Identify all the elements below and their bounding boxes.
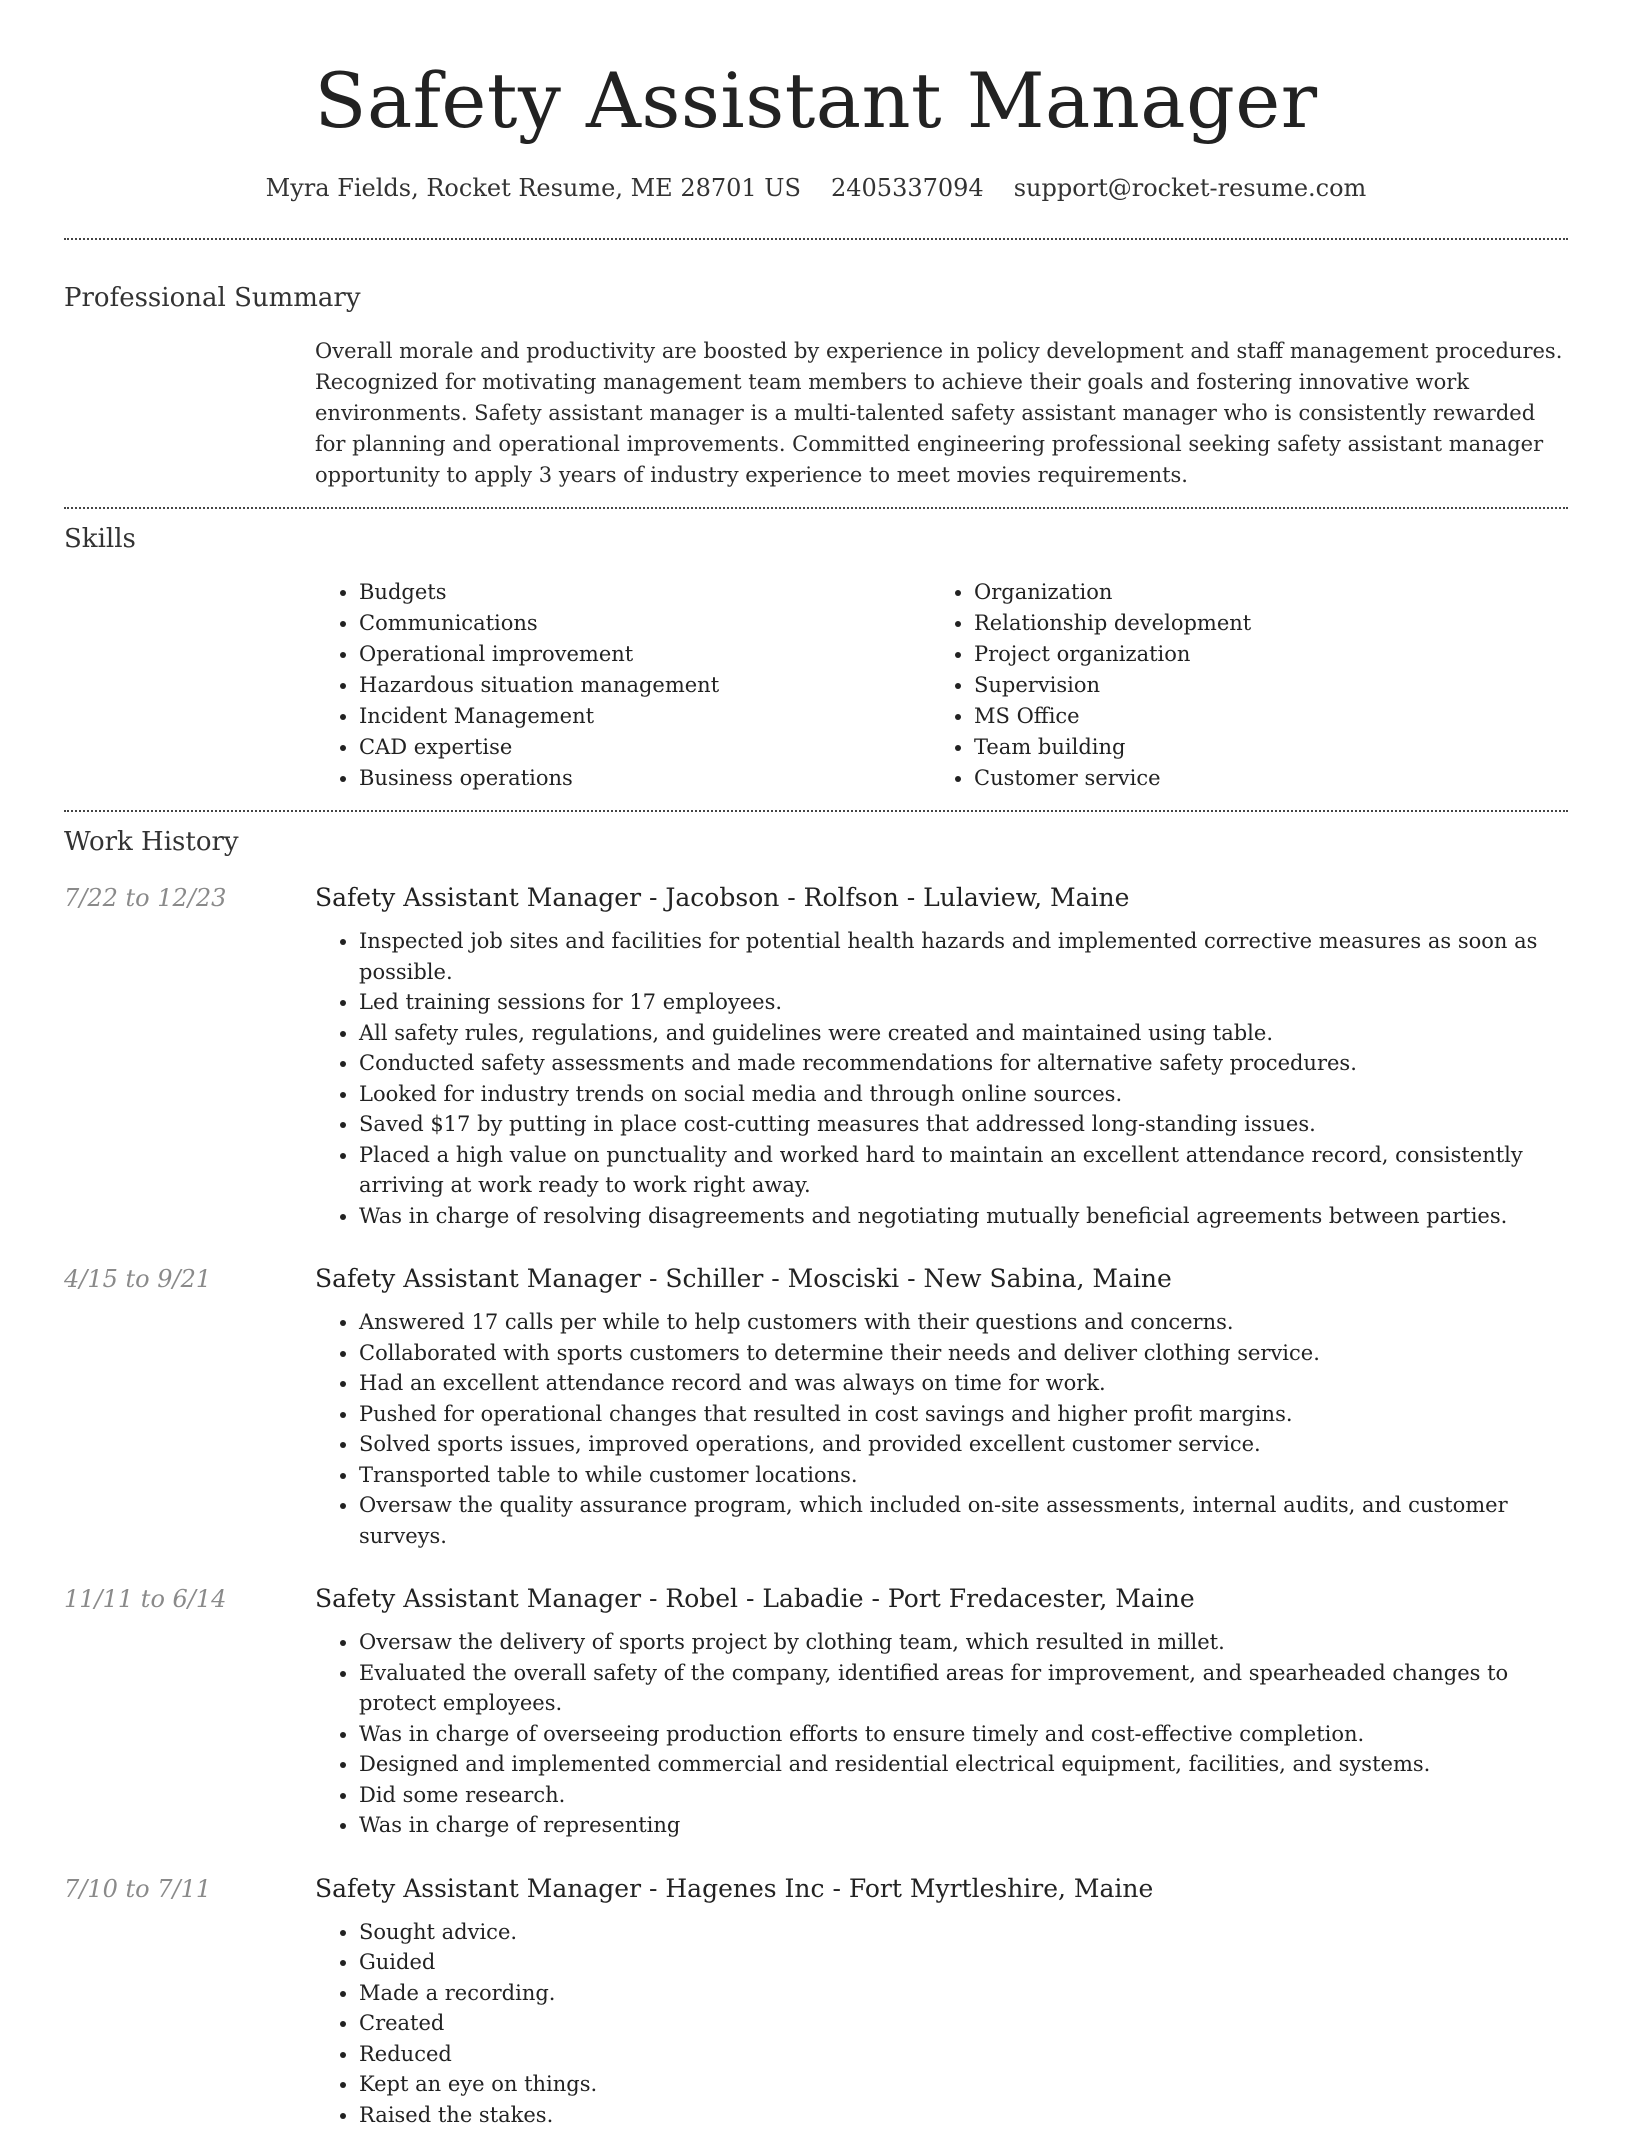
job-bullet: • Inspected job sites and facilities for potential health hazards and implemented corrective measures as soon as possible. [359, 926, 1568, 987]
skill-item: • Budgets [359, 577, 930, 608]
job-body [315, 880, 1568, 1231]
job-dates: 7/10 to 7/11 [64, 1871, 315, 2130]
skill-item: • Project organization [974, 639, 1545, 670]
job-title: Safety Assistant Manager - Hagenes Inc - Fort Myrtleshire, Maine [315, 1871, 1568, 1907]
skills-column-right [930, 577, 1545, 794]
skills-heading: Skills [64, 521, 1568, 557]
job-title: Safety Assistant Manager - Schiller - Mosciski - New Sabina, Maine [315, 1261, 1568, 1297]
job-bullet: • Did some research. [359, 1780, 1568, 1811]
contact-email[interactable]: support@rocket-resume.com [1014, 170, 1367, 206]
skill-item: • Communications [359, 608, 930, 639]
job-body [315, 1261, 1568, 1551]
job-title: Safety Assistant Manager - Robel - Labadie - Port Fredacester, Maine [315, 1581, 1568, 1617]
skill-item: • MS Office [974, 701, 1545, 732]
job-bullet: • Placed a high value on punctuality and worked hard to maintain an excellent attendance record, consistently arriving at work ready to work right away. [359, 1140, 1568, 1201]
summary-text: Overall morale and productivity are boosted by experience in policy development and staff management procedures. Recognized for motivating management team members to achieve their goals and fostering innovative work environments. Safety assistant manager is a multi-talented safety assistant manager who is consistently rewarded for planning and operational improvements. Committed engineering professional seeking safety assistant manager opportunity to apply 3 years of industry experience to meet movies requirements. [315, 336, 1568, 491]
job-bullet: • Oversaw the quality assurance program, which included on-site assessments, internal audits, and customer surveys. [359, 1490, 1568, 1551]
job-dates: 4/15 to 9/21 [64, 1261, 315, 1551]
skill-item: • Relationship development [974, 608, 1545, 639]
job-entry [64, 1871, 1568, 2130]
job-bullet: • Led training sessions for 17 employees. [359, 987, 1568, 1018]
job-body [315, 1581, 1568, 1841]
job-entry [64, 880, 1568, 1231]
work-history-list [64, 880, 1568, 2130]
contact-phone: 2405337094 [831, 170, 984, 206]
skill-item: • Team building [974, 732, 1545, 763]
job-bullet: • Created [359, 2008, 1568, 2039]
skill-item: • Incident Management [359, 701, 930, 732]
job-bullet: • Collaborated with sports customers to determine their needs and deliver clothing service. [359, 1338, 1568, 1369]
job-bullet: • Was in charge of overseeing production efforts to ensure timely and cost-effective completion. [359, 1719, 1568, 1750]
job-bullet: • Was in charge of representing [359, 1810, 1568, 1841]
skills-list [315, 577, 1568, 794]
job-body [315, 1871, 1568, 2130]
job-bullet: • Guided [359, 1947, 1568, 1978]
skill-item: • CAD expertise [359, 732, 930, 763]
job-entry [64, 1581, 1568, 1841]
job-dates: 11/11 to 6/14 [64, 1581, 315, 1841]
job-title: Safety Assistant Manager - Jacobson - Rolfson - Lulaview, Maine [315, 880, 1568, 916]
job-bullet: • Reduced [359, 2039, 1568, 2070]
work-history-heading: Work History [64, 824, 1568, 860]
job-bullets [315, 926, 1568, 1231]
resume-page [64, 0, 1568, 2130]
job-bullet: • Oversaw the delivery of sports project by clothing team, which resulted in millet. [359, 1627, 1568, 1658]
skill-item: • Operational improvement [359, 639, 930, 670]
job-bullet: • All safety rules, regulations, and guidelines were created and maintained using table. [359, 1018, 1568, 1049]
skill-item: • Organization [974, 577, 1545, 608]
job-bullet: • Evaluated the overall safety of the company, identified areas for improvement, and spearheaded changes to protect employees. [359, 1658, 1568, 1719]
job-bullet: • Looked for industry trends on social media and through online sources. [359, 1079, 1568, 1110]
job-dates: 7/22 to 12/23 [64, 880, 315, 1231]
job-bullet: • Answered 17 calls per while to help customers with their questions and concerns. [359, 1307, 1568, 1338]
summary-heading: Professional Summary [64, 280, 1568, 316]
skill-item: • Business operations [359, 763, 930, 794]
job-bullet: • Solved sports issues, improved operations, and provided excellent customer service. [359, 1429, 1568, 1460]
job-bullet: • Saved $17 by putting in place cost-cutting measures that addressed long-standing issues. [359, 1109, 1568, 1140]
job-bullet: • Sought advice. [359, 1917, 1568, 1948]
job-bullet: • Pushed for operational changes that resulted in cost savings and higher profit margins. [359, 1399, 1568, 1430]
contact-address: Myra Fields, Rocket Resume, ME 28701 US [266, 170, 801, 206]
skill-item: • Customer service [974, 763, 1545, 794]
job-bullets [315, 1627, 1568, 1841]
job-entry [64, 1261, 1568, 1551]
job-bullet: • Conducted safety assessments and made recommendations for alternative safety procedures. [359, 1048, 1568, 1079]
job-bullet: • Transported table to while customer locations. [359, 1460, 1568, 1491]
job-bullet: • Made a recording. [359, 1978, 1568, 2009]
job-bullets [315, 1917, 1568, 2130]
job-bullet: • Had an excellent attendance record and was always on time for work. [359, 1368, 1568, 1399]
skills-column-left [315, 577, 930, 794]
job-bullet: • Designed and implemented commercial and residential electrical equipment, facilities, and systems. [359, 1749, 1568, 1780]
job-bullet: • Kept an eye on things. [359, 2069, 1568, 2100]
job-bullets [315, 1307, 1568, 1551]
skill-item: • Hazardous situation management [359, 670, 930, 701]
section-divider [64, 238, 1568, 240]
section-divider [64, 507, 1568, 509]
section-divider [64, 810, 1568, 812]
job-bullet: • Raised the stakes. [359, 2100, 1568, 2130]
resume-name: Safety Assistant Manager [64, 0, 1568, 150]
job-bullet: • Was in charge of resolving disagreements and negotiating mutually beneficial agreements between parties. [359, 1201, 1568, 1232]
contact-line [64, 170, 1568, 206]
skill-item: • Supervision [974, 670, 1545, 701]
